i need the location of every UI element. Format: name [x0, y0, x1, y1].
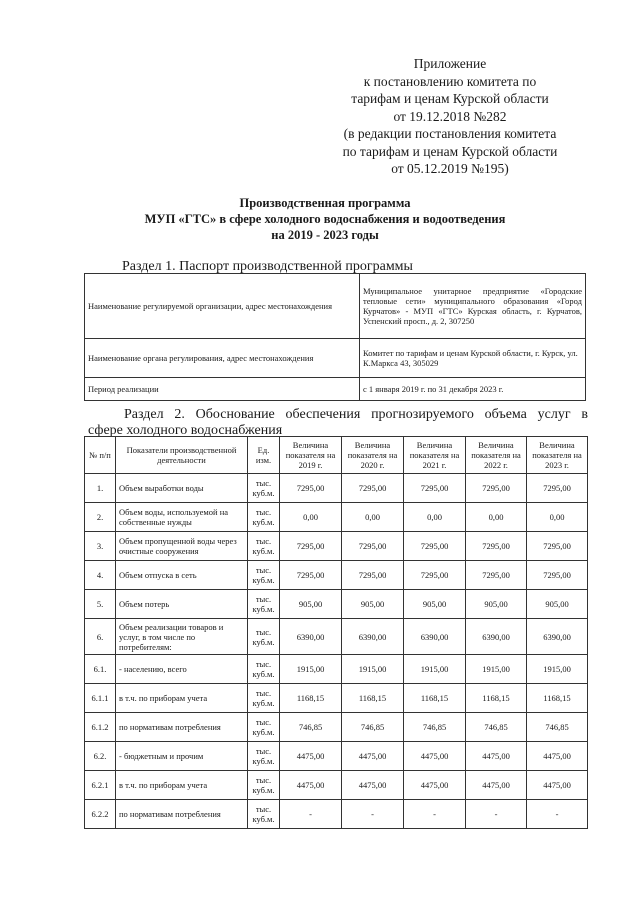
table-row	[85, 684, 588, 713]
table-row	[85, 713, 588, 742]
appendix-line: тарифам и ценам Курской области	[351, 91, 549, 106]
row-value: 1915,00	[404, 655, 466, 684]
row-unit: тыс. куб.м.	[248, 684, 280, 713]
section1-heading: Раздел 1. Паспорт производственной программы	[122, 259, 413, 274]
row-value: 746,85	[527, 713, 588, 742]
row-number: 5.	[85, 590, 116, 619]
title-line-2: МУП «ГТС» в сфере холодного водоснабжения и водоотведения	[144, 212, 506, 226]
row-unit: тыс. куб.м.	[248, 474, 280, 503]
row-value: 7295,00	[342, 532, 404, 561]
row-value: 0,00	[342, 503, 404, 532]
row-value: -	[527, 800, 588, 829]
row-unit: тыс. куб.м.	[248, 742, 280, 771]
row-value: 746,85	[280, 713, 342, 742]
section2-heading-line-1: Раздел 2. Обоснование обеспечения прогнозируемого объема услуг в	[124, 407, 588, 422]
table-row	[85, 532, 588, 561]
row-number: 6.1.1	[85, 684, 116, 713]
appendix-line: от 05.12.2019 №195)	[391, 161, 509, 176]
table-header-row	[85, 437, 588, 474]
passport-label: Наименование регулируемой организации, адрес местонахождения	[85, 274, 360, 339]
row-value: 1915,00	[280, 655, 342, 684]
row-value: 4475,00	[527, 771, 588, 800]
row-value: 4475,00	[527, 742, 588, 771]
header-num: № п/п	[85, 437, 116, 474]
row-number: 3.	[85, 532, 116, 561]
title-line-1: Производственная программа	[239, 196, 411, 210]
row-value: 0,00	[280, 503, 342, 532]
row-unit: тыс. куб.м.	[248, 713, 280, 742]
row-value: 1168,15	[466, 684, 527, 713]
appendix-line: от 19.12.2018 №282	[393, 108, 507, 124]
indicators-table	[84, 436, 588, 829]
row-indicator: по нормативам потребления	[116, 713, 248, 742]
row-value: 7295,00	[527, 561, 588, 590]
row-value: -	[342, 800, 404, 829]
row-value: 1168,15	[342, 684, 404, 713]
row-value: 7295,00	[466, 561, 527, 590]
row-value: 7295,00	[404, 474, 466, 503]
header-2019: Величина показателя на 2019 г.	[280, 437, 342, 474]
row-indicator: Объем пропущенной воды через очистные сооружения	[116, 532, 248, 561]
passport-value: Комитет по тарифам и ценам Курской области, г. Курск, ул. К.Маркса 43, 305029	[360, 339, 586, 378]
row-value: 0,00	[466, 503, 527, 532]
table-row	[85, 655, 588, 684]
header-unit: Ед. изм.	[248, 437, 280, 474]
row-value: 4475,00	[404, 771, 466, 800]
passport-table	[84, 273, 586, 401]
row-indicator: Объем отпуска в сеть	[116, 561, 248, 590]
header-indicator: Показатели производственной деятельности	[116, 437, 248, 474]
row-value: 7295,00	[280, 532, 342, 561]
row-value: 7295,00	[404, 561, 466, 590]
row-value: 1168,15	[527, 684, 588, 713]
passport-value: Муниципальное унитарное предприятие «Городские тепловые сети» муниципального образования «Город Курчатов» - МУП «ГТС» Курская область, г. Курчатов, Успенский просп., д. 2, 307250	[360, 274, 586, 339]
row-value: 7295,00	[466, 532, 527, 561]
row-number: 6.1.	[85, 655, 116, 684]
row-value: 746,85	[404, 713, 466, 742]
table-row	[85, 619, 588, 655]
row-unit: тыс. куб.м.	[248, 619, 280, 655]
row-value: 7295,00	[280, 474, 342, 503]
row-value: 4475,00	[342, 771, 404, 800]
row-value: 4475,00	[280, 742, 342, 771]
row-value: -	[280, 800, 342, 829]
row-value: 905,00	[404, 590, 466, 619]
header-2023: Величина показателя на 2023 г.	[527, 437, 588, 474]
row-unit: тыс. куб.м.	[248, 590, 280, 619]
title-line-3: на 2019 - 2023 годы	[271, 228, 379, 242]
appendix-line: к постановлению комитета по	[363, 73, 537, 89]
row-value: 1168,15	[280, 684, 342, 713]
row-value: 4475,00	[466, 742, 527, 771]
row-number: 6.2.2	[85, 800, 116, 829]
row-value: 1915,00	[342, 655, 404, 684]
row-value: -	[466, 800, 527, 829]
row-value: 4475,00	[342, 742, 404, 771]
row-indicator: Объем потерь	[116, 590, 248, 619]
row-number: 1.	[85, 474, 116, 503]
row-indicator: Объем выработки воды	[116, 474, 248, 503]
row-number: 6.2.	[85, 742, 116, 771]
row-unit: тыс. куб.м.	[248, 503, 280, 532]
table-row	[85, 771, 588, 800]
row-value: 6390,00	[404, 619, 466, 655]
row-value: 6390,00	[342, 619, 404, 655]
row-value: 4475,00	[280, 771, 342, 800]
row-indicator: - бюджетным и прочим	[116, 742, 248, 771]
row-value: 905,00	[527, 590, 588, 619]
section2-heading-line-2: сфере холодного водоснабжения	[88, 423, 283, 438]
row-value: 7295,00	[342, 561, 404, 590]
passport-row	[85, 378, 586, 401]
row-indicator: - населению, всего	[116, 655, 248, 684]
table-row	[85, 742, 588, 771]
row-number: 6.2.1	[85, 771, 116, 800]
row-unit: тыс. куб.м.	[248, 800, 280, 829]
row-value: 905,00	[342, 590, 404, 619]
row-indicator: по нормативам потребления	[116, 800, 248, 829]
row-unit: тыс. куб.м.	[248, 532, 280, 561]
row-value: 6390,00	[527, 619, 588, 655]
header-2021: Величина показателя на 2021 г.	[404, 437, 466, 474]
row-number: 2.	[85, 503, 116, 532]
table-row	[85, 561, 588, 590]
table-row	[85, 474, 588, 503]
row-value: 905,00	[466, 590, 527, 619]
row-value: 7295,00	[527, 532, 588, 561]
row-value: 6390,00	[280, 619, 342, 655]
row-value: 7295,00	[404, 532, 466, 561]
row-value: 7295,00	[280, 561, 342, 590]
row-unit: тыс. куб.м.	[248, 771, 280, 800]
passport-label: Период реализации	[85, 378, 360, 401]
row-unit: тыс. куб.м.	[248, 561, 280, 590]
passport-row	[85, 339, 586, 378]
table-row	[85, 590, 588, 619]
row-number: 4.	[85, 561, 116, 590]
row-number: 6.	[85, 619, 116, 655]
row-value: 1915,00	[527, 655, 588, 684]
row-value: -	[404, 800, 466, 829]
row-value: 905,00	[280, 590, 342, 619]
row-value: 746,85	[466, 713, 527, 742]
row-value: 0,00	[527, 503, 588, 532]
row-value: 6390,00	[466, 619, 527, 655]
row-unit: тыс. куб.м.	[248, 655, 280, 684]
row-indicator: в т.ч. по приборам учета	[116, 684, 248, 713]
row-value: 1915,00	[466, 655, 527, 684]
passport-row	[85, 274, 586, 339]
row-value: 1168,15	[404, 684, 466, 713]
appendix-line: (в редакции постановления комитета	[343, 126, 557, 141]
row-value: 7295,00	[342, 474, 404, 503]
passport-value: с 1 января 2019 г. по 31 декабря 2023 г.	[360, 378, 586, 401]
row-value: 4475,00	[404, 742, 466, 771]
header-2020: Величина показателя на 2020 г.	[342, 437, 404, 474]
row-number: 6.1.2	[85, 713, 116, 742]
row-indicator: в т.ч. по приборам учета	[116, 771, 248, 800]
row-indicator: Объем воды, используемой на собственные нужды	[116, 503, 248, 532]
row-value: 4475,00	[466, 771, 527, 800]
row-value: 0,00	[404, 503, 466, 532]
header-2022: Величина показателя на 2022 г.	[466, 437, 527, 474]
section2-heading	[88, 407, 588, 439]
row-value: 7295,00	[466, 474, 527, 503]
appendix-line: по тарифам и ценам Курской области	[342, 143, 558, 159]
appendix-line: Приложение	[413, 56, 487, 71]
document-title	[60, 195, 590, 243]
table-row	[85, 503, 588, 532]
row-indicator: Объем реализации товаров и услуг, в том числе по потребителям:	[116, 619, 248, 655]
appendix-header	[300, 55, 600, 178]
table-row	[85, 800, 588, 829]
row-value: 7295,00	[527, 474, 588, 503]
row-value: 746,85	[342, 713, 404, 742]
passport-label: Наименование органа регулирования, адрес местонахождения	[85, 339, 360, 378]
